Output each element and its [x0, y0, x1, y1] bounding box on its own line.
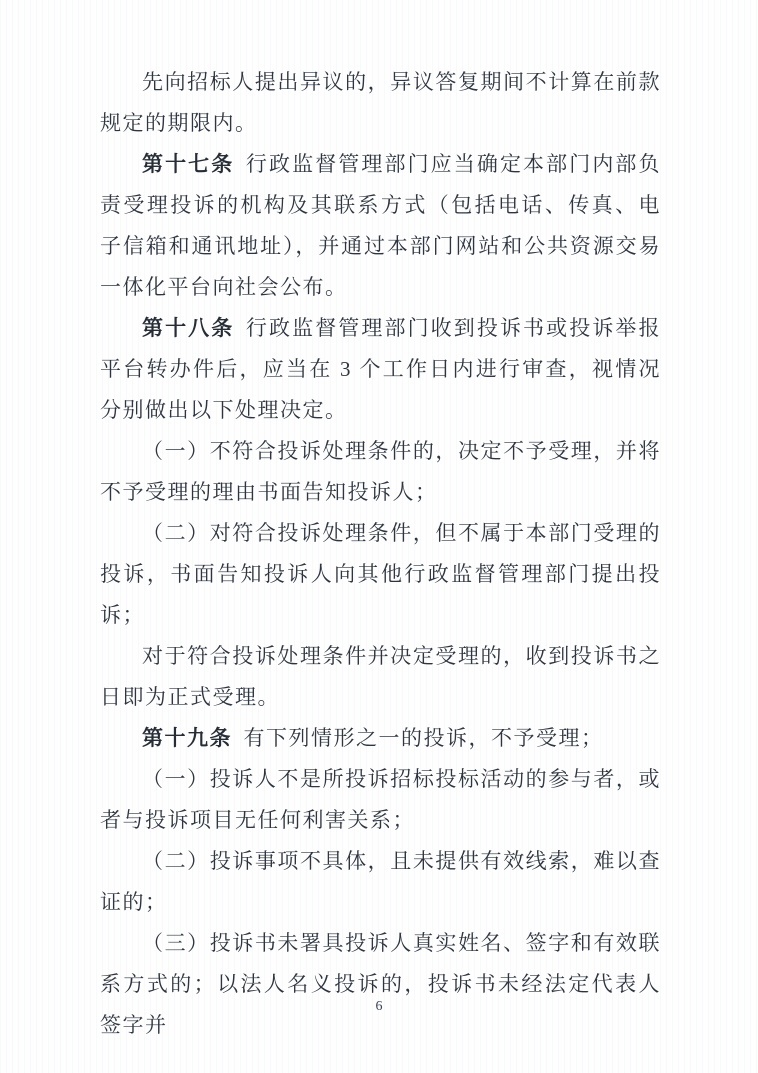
paragraph-intro-continuation	[100, 62, 661, 144]
page-number: 6	[375, 999, 383, 1014]
document-body	[100, 62, 661, 1046]
paragraph-text: 对于符合投诉处理条件并决定受理的，收到投诉书之日即为正式受理。	[100, 644, 661, 709]
paragraph-text: 行政监督管理部门收到投诉书或投诉举报平台转办件后，应当在 3 个工作日内进行审查，视情况分别做出以下处理决定。	[100, 316, 662, 422]
paragraph-article-18-closing	[100, 636, 661, 718]
paragraph-text: （一）不符合投诉处理条件的，决定不予受理，并将不予受理的理由书面告知投诉人；	[100, 439, 661, 504]
paragraph-article-19-item-1	[100, 759, 661, 841]
paragraph-article-19-item-2	[100, 841, 661, 923]
paragraph-text: （二）投诉事项不具体，且未提供有效线索，难以查证的；	[100, 849, 661, 914]
paragraph-text: 有下列情形之一的投诉，不予受理；	[243, 726, 604, 750]
paragraph-text: 先向招标人提出异议的，异议答复期间不计算在前款规定的期限内。	[100, 70, 661, 135]
paragraph-article-18-item-1	[100, 431, 661, 513]
paragraph-text: 行政监督管理部门应当确定本部门内部负责受理投诉的机构及其联系方式（包括电话、传真、电子信箱和通讯地址），并通过本部门网站和公共资源交易一体化平台向社会公布。	[100, 152, 662, 299]
article-number: 第十七条	[142, 152, 235, 176]
paragraph-text: （三）投诉书未署具投诉人真实姓名、签字和有效联系方式的；以法人名义投诉的，投诉书未经法定代表人签字并	[100, 931, 661, 1037]
paragraph-article-18-item-2	[100, 513, 661, 636]
paragraph-text: （二）对符合投诉处理条件，但不属于本部门受理的投诉，书面告知投诉人向其他行政监督管理部门提出投诉；	[100, 521, 661, 627]
paragraph-text: （一）投诉人不是所投诉招标投标活动的参与者，或者与投诉项目无任何利害关系；	[100, 767, 661, 832]
paragraph-article-19-item-3	[100, 923, 661, 1046]
paragraph-article-17	[100, 144, 661, 308]
article-number: 第十九条	[142, 726, 232, 750]
article-number: 第十八条	[142, 316, 235, 340]
paragraph-article-18	[100, 308, 661, 431]
paragraph-article-19	[100, 718, 661, 759]
